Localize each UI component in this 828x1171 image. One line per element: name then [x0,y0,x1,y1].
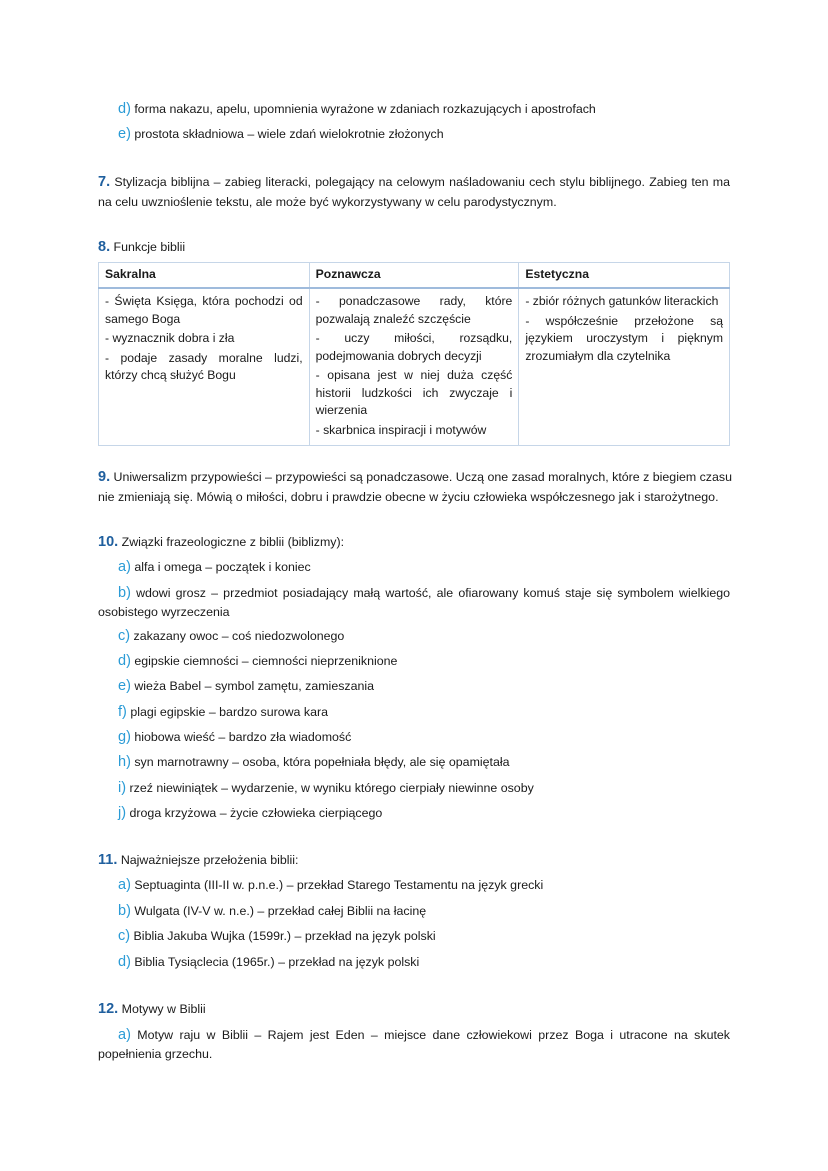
item-letter: c) [118,628,131,644]
item-letter: c) [118,928,131,944]
item-letter: f) [118,704,127,720]
section-7-paragraph-cont [98,193,730,212]
item-text: Septuaginta (III-II w. p.n.e.) – przekład Starego Testamentu na język grecki [134,878,544,892]
table-cell-sakralna [99,288,310,446]
item-text: wieża Babel – symbol zamętu, zamieszania [134,679,375,693]
section-10-heading [98,533,730,552]
section-number: 9. [98,469,111,485]
paragraph-text: na celu uwznioślenie tekstu, ale może być wykorzystywany w celu parodystycznym. [98,195,557,209]
paragraph-text: Uniwersalizm przypowieści – przypowieści są ponadczasowe. Uczą one zasad moralnych, które z biegiem czasu [113,470,732,484]
item-text: egipskie ciemności – ciemności nieprzeniknione [134,654,398,668]
item-text: droga krzyżowa – życie człowieka cierpiącego [129,806,383,820]
item-text: Wulgata (IV-V w. n.e.) – przekład całej Biblii na łacinę [134,904,427,918]
item-text: Biblia Jakuba Wujka (1599r.) – przekład na język polski [133,929,436,943]
list-item [118,584,730,603]
list-item [118,876,730,895]
list-item [118,652,730,671]
item-text: syn marnotrawny – osoba, która popełniała błędy, ale się opamiętała [134,755,510,769]
paragraph-text: Stylizacja biblijna – zabieg literacki, polegający na celowym naśladowaniu cech stylu biblijnego. Zabieg ten ma [114,175,730,189]
item-letter: a) [118,559,131,575]
list-item [118,1026,730,1045]
list-item-cont [98,1045,730,1064]
cell-bullet: - podaje zasady moralne ludzi, którzy chcą służyć Bogu [105,350,303,382]
item-letter: h) [118,754,131,770]
item-letter: e) [118,678,131,694]
cell-bullet: - opisana jest w niej duża część historii ludzkości ich zwyczaje i wierzenia [315,368,513,417]
list-item-cont [98,603,730,622]
section-title: Najważniejsze przełożenia biblii: [120,853,299,867]
item-text: popełnienia grzechu. [98,1047,213,1061]
item-letter: b) [118,903,131,919]
list-item [118,627,730,646]
item-text: prostota składniowa – wiele zdań wielokrotnie złożonych [134,127,444,141]
item-letter: g) [118,729,131,745]
table-cell-estetyczna [519,288,730,446]
list-item [118,927,730,946]
list-item [118,753,730,772]
list-item [118,677,730,696]
section-number: 10. [98,534,119,550]
column-header: Sakralna [99,263,310,289]
section-9-paragraph-cont [98,488,730,507]
section-12-heading [98,1000,730,1019]
section-7-paragraph [98,173,730,192]
table-cell-poznawcza [309,288,519,446]
section-number: 11. [98,852,118,868]
item-letter: d) [118,101,131,117]
section-number: 8. [98,239,111,255]
item-letter: d) [118,653,131,669]
list-item [118,902,730,921]
section-number: 12. [98,1001,119,1017]
cell-bullet: - Święta Księga, która pochodzi od samego Boga [105,294,303,326]
item-text: plagi egipskie – bardzo surowa kara [130,705,328,719]
item-text: alfa i omega – początek i koniec [134,560,311,574]
item-text: rzeź niewiniątek – wydarzenie, w wyniku którego cierpiały niewinne osoby [129,781,534,795]
column-header: Estetyczna [519,263,730,289]
section-8-heading [98,238,730,257]
item-letter: a) [118,877,131,893]
section-title: Związki frazeologiczne z biblii (biblizmy): [121,535,345,549]
item-text: forma nakazu, apelu, upomnienia wyrażone w zdaniach rozkazujących i apostrofach [134,102,596,116]
bible-functions-table [98,262,730,446]
list-item [118,804,730,823]
list-item [118,728,730,747]
item-letter: j) [118,805,127,821]
cell-bullet: - współcześnie przełożone są językiem uroczystym i pięknym zrozumiałym dla czytelnika [525,313,723,363]
list-item [118,558,730,577]
section-number: 7. [98,174,111,190]
cell-bullet: - skarbnica inspiracji i motywów [315,422,487,437]
cell-bullet: - uczy miłości, rozsądku, podejmowania dobrych decyzji [315,331,513,363]
item-letter: a) [118,1027,131,1043]
section-9-paragraph [98,468,730,487]
item-text: wdowi grosz – przedmiot posiadający małą wartość, ale ofiarowany komuś staje się symbolem wielkiego [136,586,730,600]
list-item [118,953,730,972]
item-letter: i) [118,780,127,796]
column-header: Poznawcza [309,263,519,289]
table-row [99,288,730,446]
item-text: Motyw raju w Biblii – Rajem jest Eden – miejsce dane człowiekowi przez Boga i utracone na skutek [137,1028,730,1042]
item-text: osobistego wyrzeczenia [98,605,230,619]
cell-bullet: - ponadczasowe rady, które pozwalają znaleźć szczęście [315,294,513,326]
item-text: Biblia Tysiąclecia (1965r.) – przekład na język polski [134,955,420,969]
section-title: Motywy w Biblii [121,1002,206,1016]
list-item [118,779,730,798]
item-letter: d) [118,954,131,970]
item-letter: e) [118,126,131,142]
item-text: zakazany owoc – coś niedozwolonego [133,629,345,643]
cell-bullet: - zbiór różnych gatunków literackich [525,294,719,308]
list-item [118,125,730,144]
table-header-row [99,263,730,289]
item-text: hiobowa wieść – bardzo zła wiadomość [134,730,352,744]
list-item [118,100,730,119]
cell-bullet: - wyznacznik dobra i zła [105,331,235,345]
item-letter: b) [118,585,131,601]
list-item [118,703,730,722]
paragraph-text: nie zmieniają się. Mówią o miłości, dobru i prawdzie obecne w życiu człowieka współczesnego jak i starożytnego. [98,490,719,504]
section-11-heading [98,851,730,870]
section-title: Funkcje biblii [113,240,186,254]
